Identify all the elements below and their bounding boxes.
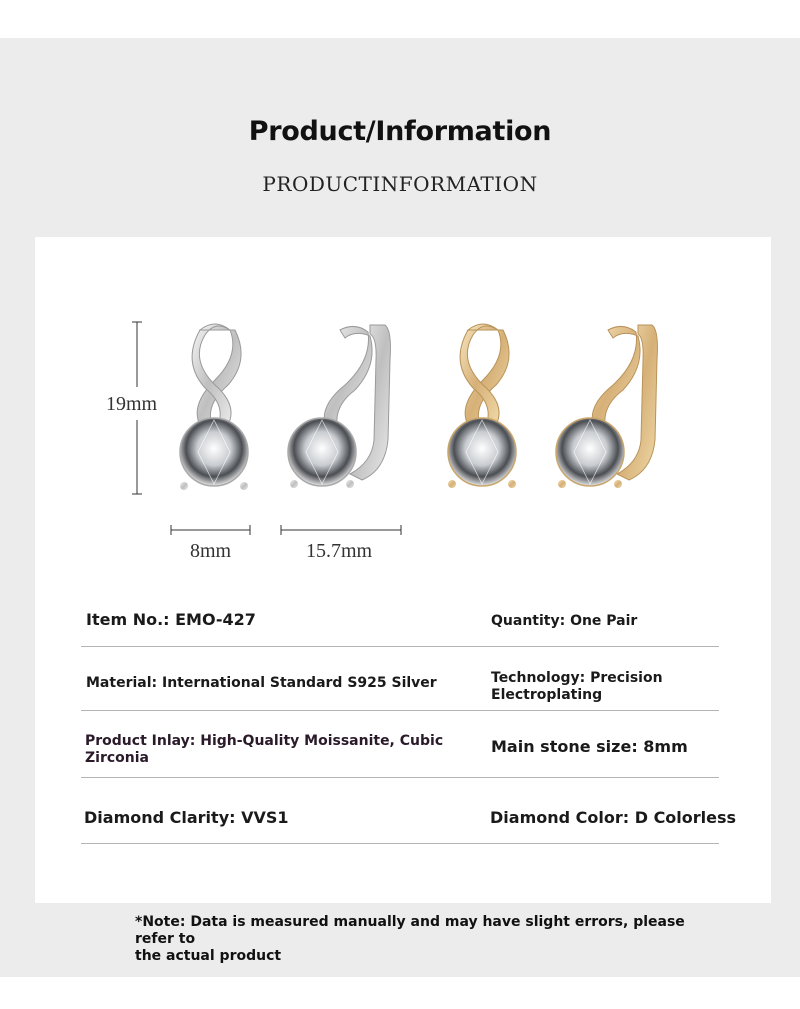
- table-divider: [81, 777, 719, 778]
- earring-gold-front: [448, 324, 516, 488]
- spec-technology: Technology: Precision Electroplating: [491, 670, 663, 703]
- width-marker-side: [281, 525, 401, 535]
- earring-silver-side: [288, 325, 390, 488]
- spec-stone-size: Main stone size: 8mm: [491, 737, 688, 756]
- earring-gold-side: [556, 325, 657, 488]
- table-divider: [81, 710, 719, 711]
- width-front-label: 8mm: [190, 540, 232, 562]
- spec-material: Material: International Standard S925 Silver: [86, 675, 437, 691]
- spec-color: Diamond Color: D Colorless: [490, 808, 737, 827]
- disclaimer-note: *Note: Data is measured manually and may have slight errors, please refer to the actual product: [135, 914, 685, 964]
- spec-quantity: Quantity: One Pair: [491, 613, 638, 629]
- table-divider: [81, 646, 719, 647]
- width-side-label: 15.7mm: [306, 540, 373, 562]
- page-subtitle: PRODUCTINFORMATION: [262, 172, 538, 196]
- spec-clarity: Diamond Clarity: VVS1: [84, 808, 289, 827]
- table-divider: [81, 843, 719, 844]
- spec-inlay: Product Inlay: High-Quality Moissanite, Cubic Zirconia: [85, 733, 444, 766]
- width-marker-front: [171, 525, 250, 535]
- page-title: Product/Information: [248, 116, 552, 147]
- height-label: 19mm: [106, 393, 158, 415]
- spec-item-no: Item No.: EMO-427: [86, 610, 256, 629]
- earring-silver-front: [180, 324, 248, 490]
